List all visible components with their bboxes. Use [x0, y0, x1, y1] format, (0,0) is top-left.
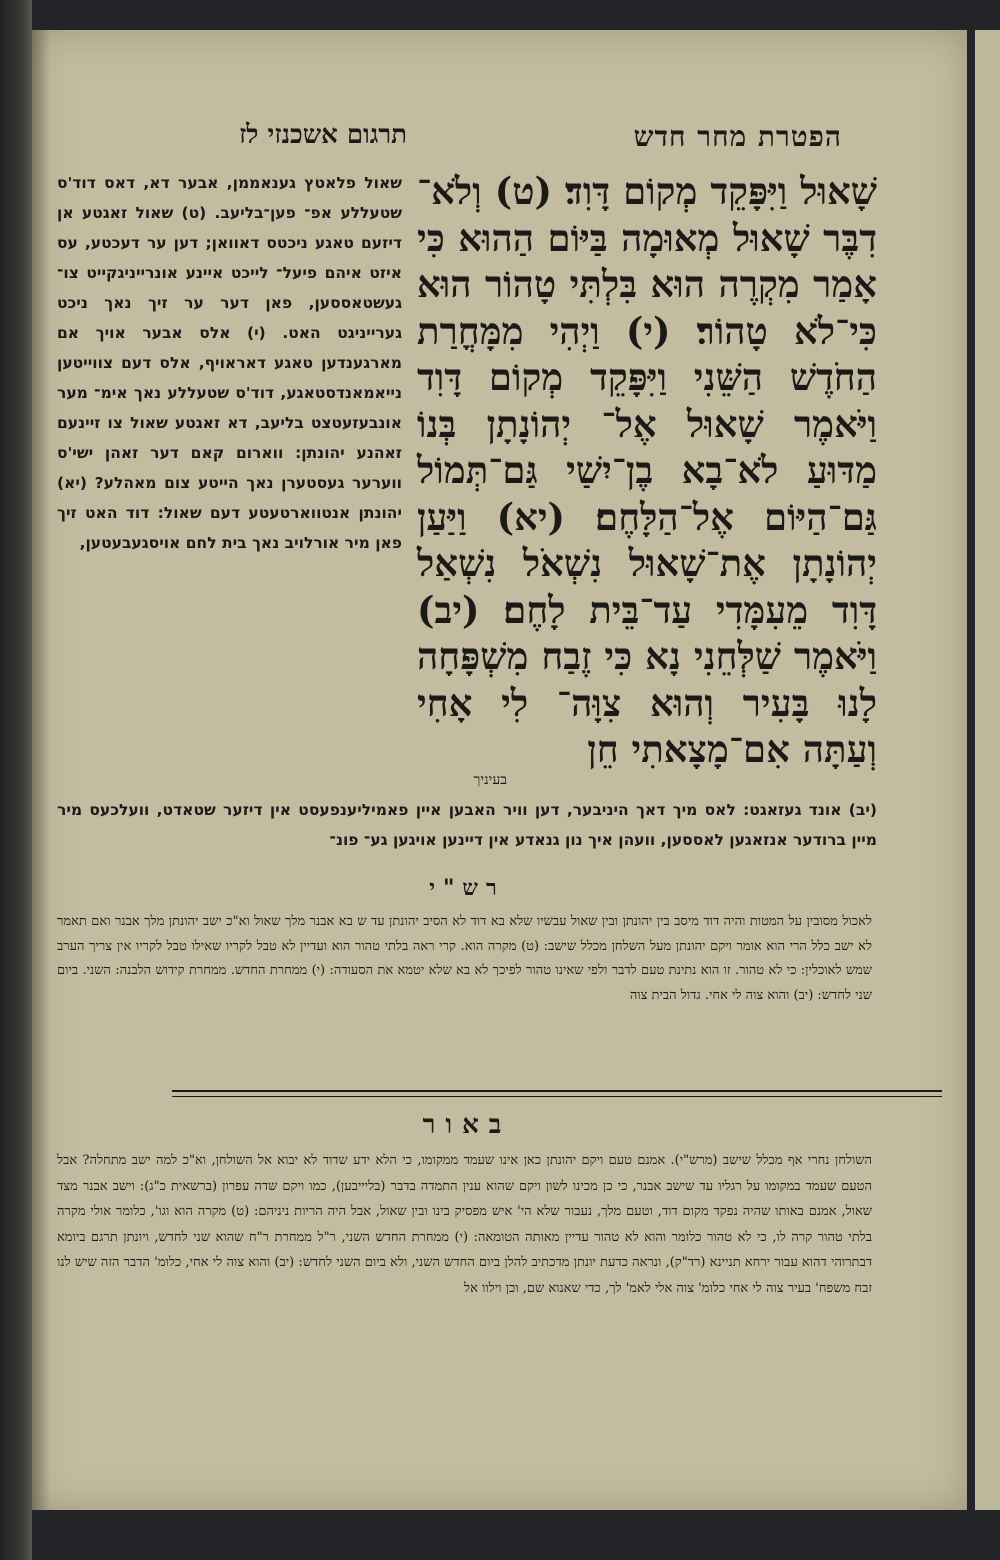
book-spine-edge	[0, 0, 32, 1560]
targum-translation-continuation: (יב) אונד געזאגט: לאס מיך דאך היניבער, דען וויר האבען איין פאמיליענפעסט אין דיזער שטאדט, וועלכעס מיר מיין ברודער אנזאגען לאססען, וועהן איך נון גנאדע אין דיינען אויגען גע־ פונ־	[57, 801, 877, 849]
next-page-edge	[975, 30, 1000, 1510]
running-header-haftarah: הפטרת מחר חדש	[633, 120, 842, 153]
biur-commentary: השולחן נחרי אף מכלל שישב (מרש"י). אמנם טעם ויקם יהונתן כאן אינו שעמד ממקומו, כי הלא ידע שדוד לא יבוא אל השולחן, וא"כ למה ישב מתחלה? אבל הטעם שעמד במקומו על רגליו עד שישב אבנר, כי כן מכינו לשון ויקם שהוא ענין התמדה בדבר (בליייבען), כמו ויקם שדה עפרון (ברשאית כ"ג): וישב אבנר מצד שאול, אמנם באותו שהיה נפקד מקום דוד, וטעם מלך, נעבור שלא הי' איש מפסיק בינו ובין שאול, אבל היה הריות ניניהם: (ט) מקרה הוא וגו', כלומר אולי מקרה בלתי טהור קרה לו, כי לא טהור כלומר והוא לא טהור עדיין מאותה הטומאה: (י) ממחרת החדש השני, ר"ל ממחרת ר"ח שהוא שני לחדש, ויונתן תרגם ביומא דבתרוהי דהוא עבור ירחא תניינא (רד"ק), ונראה כדעת יונתן מדכתיב להלן ביום החדש השני, ולא ביום השני לחדש: (יב) והוא צוה לי אחי, כלומ' הדבר הזה שיש לנו זבח משפח' בעיר צוה לי אחי כלומ' צוה אלי לאמ' לך, כדי שאנוא שם, וכן וילוו אל	[57, 1153, 872, 1296]
section-divider-line-thin	[172, 1096, 942, 1097]
rashi-commentary: לאכול מסובין על המטות והיה דוד מיסב בין יהונתן ובין שאול עבשיו שלא בא דוד לא הסיב יהונתן עד ש בא אבנר מלך שאול וא"כ ישב יהונתן מלך אבנר ואם תאמר לא ישב כלל הרי הוא אומר ויקם יהונתן מעל השלחן מכלל שישב: (ט) מקרה הוא. קרי ראה בלתי טהור הוא ועדיין לא טבל לקריו שאילו טבל לקריו אין צריך הערב שמש לאוכלין: כי לא טהור. זו הוא נתינת טעם לדבר ולפי שאינו טהור לפיכך לא בא שלא יטמא את הסעודה: (י) ממחרת החדש. ממחרת קידוש הלבנה: השני. ביום שני לחדש: (יב) והוא צוה לי אחי. גדול הבית צוה	[57, 914, 872, 1003]
page-gap	[967, 30, 975, 1510]
targum-translation-column: שאול פלאטץ גענאממן, אבער דא, דאס דוד'ס שטעללע אפ־ פען־בליעב. (ט) שאול זאגטע אן דיזעם טאגע ניכטס דאוואן; דען ער דעכטע, עס איזט איהם פיעל־ לייכט איינע אונרייניגקייט צו־ געשטאססען, פאן דער ער זיך נאך ניכט גערייניגט האט. (י) אלס אבער אויך אם מארגענדען טאגע דאראויף, אלס דעם צווייטען נייאמאנדסטאגע, דוד'ס שטעללע נאך אימ־ מער אונבעזעטצט בליעב, דא זאגטע שאול צו זיינעם זאהנע יהונתן: ווארום קאם דער זאהן ישי'ס ווערער געסטערן נאך הייטע צום מאהלע? (יא) יהונתן אנטווארטעטע דעם שאול: דוד האט זיך פאן מיר אורלויב נאך בית לחם אויסגעבעטען,	[57, 174, 402, 552]
biur-heading: באור	[422, 1110, 512, 1140]
rashi-heading: רש"י	[429, 875, 505, 901]
catchword: בעיניך	[473, 772, 507, 788]
bible-text-column: שָׁאוּל וַיִּפָּקֵד מְקוֹם דָּוִד׃ (ט) וְלֹא־ דִבֶּר שָׁאוּל מְאוּמָה בַּיּוֹם הַהוּא כִּי אָמַר מִקְרֶה הוּא בִּלְתִּי טָהוֹר הוּא כִּי־לֹא טָהוֹר׃ (י) וַיְהִי מִמָּחֳרַת הַחֹדֶשׁ הַשֵּׁנִי וַיִּפָּקֵד מְקוֹם דָּוִד וַיֹּאמֶר שָׁאוּל אֶל־ יְהוֹנָתָן בְּנוֹ מַדּוּעַ לֹא־בָא בֶן־יִשַׁי גַּם־תְּמוֹל גַּם־הַיּוֹם אֶל־הַלָּחֶם׃ (יא) וַיַּעַן יְהוֹנָתָן אֶת־שָׁאוּל נִשְׁאֹל נִשְׁאַל דָּוִד מֵעִמָּדִי עַד־בֵּית לָחֶם׃ (יב) וַיֹּאמֶר שַׁלְּחֵנִי נָא כִּי זֶבַח מִשְׁפָּחָה לָנוּ בָּעִיר וְהוּא צִוָּה־ לִי אָחִי וְעַתָּה אִם־מָצָאתִי חֵן	[417, 169, 877, 771]
page-sheet	[32, 30, 967, 1510]
page-gutter-shadow	[32, 30, 50, 1510]
section-divider-line	[172, 1090, 942, 1092]
running-header-targum-page-number: תרגום אשכנזי לז	[239, 120, 407, 150]
